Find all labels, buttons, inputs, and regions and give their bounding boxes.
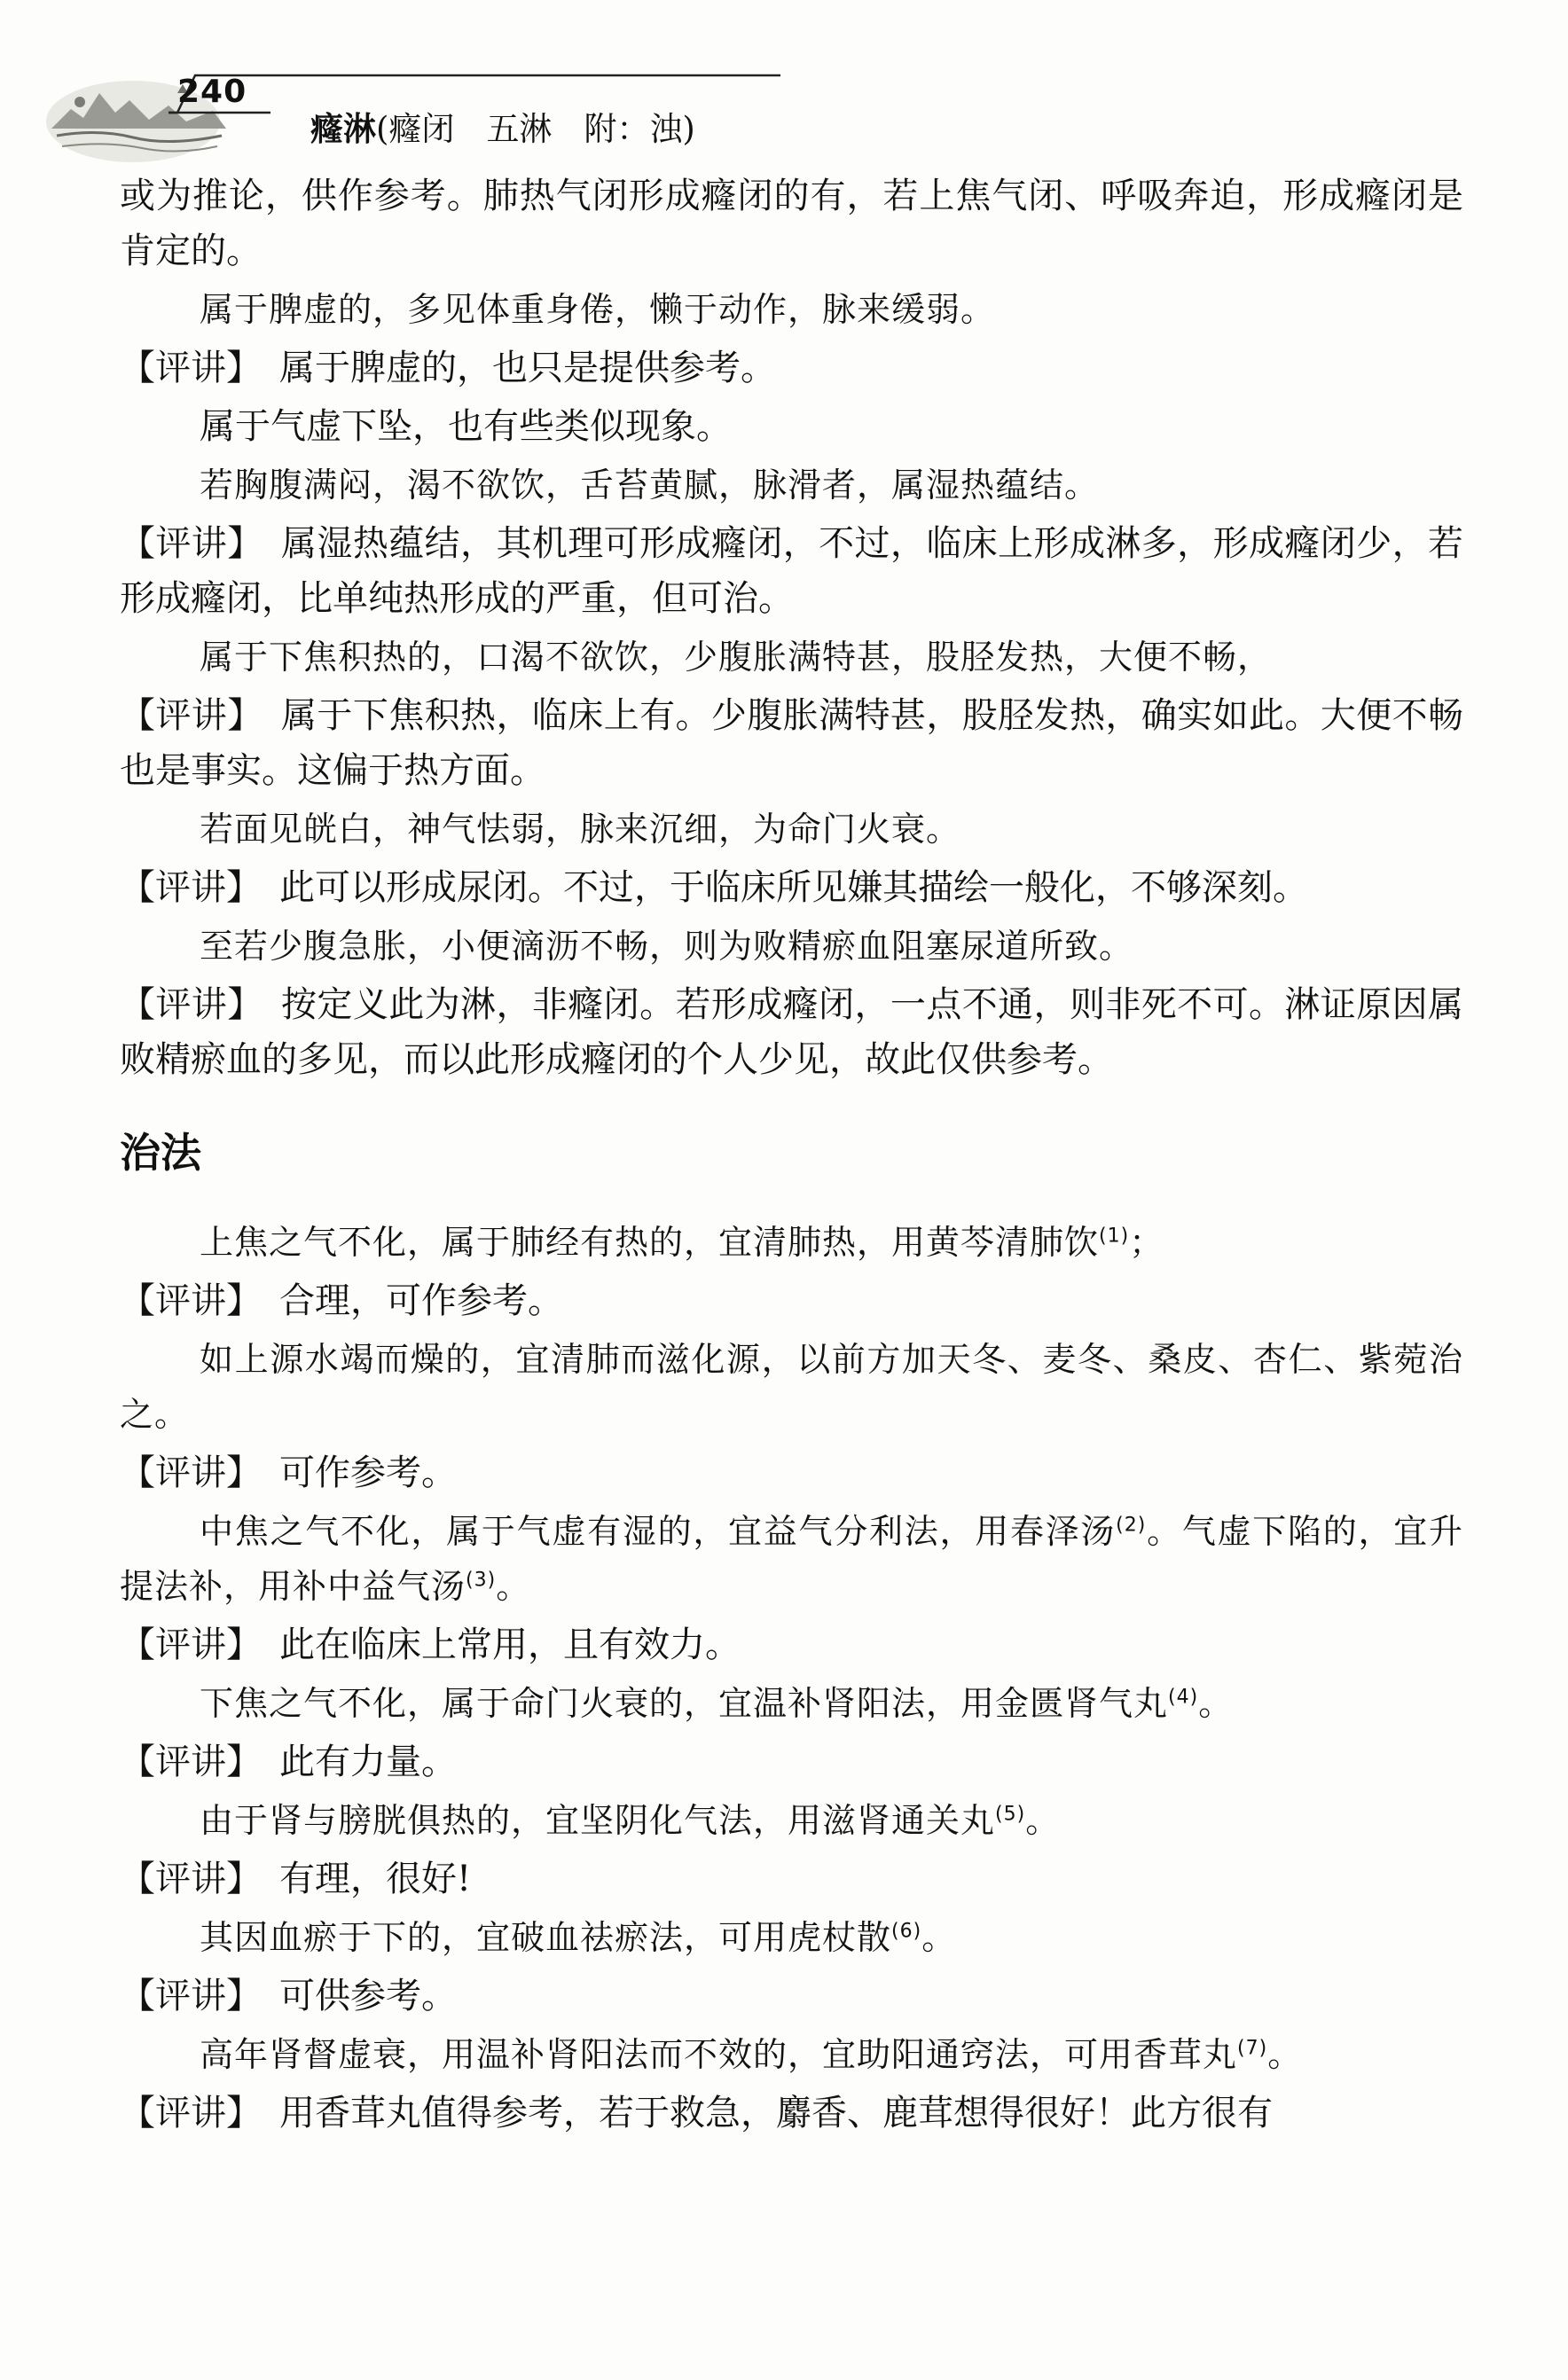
commentary-label: 【评讲】 bbox=[120, 1280, 262, 1321]
paragraph-text-tail: 。 bbox=[921, 1918, 957, 1957]
commentary-label: 【评讲】 bbox=[120, 1452, 262, 1493]
paragraph-text: 其因血瘀于下的，宜破血祛瘀法，可用虎杖散 bbox=[200, 1918, 892, 1957]
text-paragraph bbox=[120, 168, 1463, 278]
commentary-label: 【评讲】 bbox=[120, 695, 263, 736]
source-text-paragraph bbox=[120, 1910, 1463, 1965]
commentary-label: 【评讲】 bbox=[120, 523, 263, 564]
footnote-marker: (5) bbox=[995, 1803, 1026, 1826]
footnote-marker: (2) bbox=[1116, 1514, 1147, 1537]
source-text-paragraph bbox=[120, 458, 1463, 513]
commentary-paragraph bbox=[120, 1617, 1463, 1672]
paragraph-text: 如上源水竭而燥的，宜清肺而滋化源，以前方加天冬、麦冬、桑皮、杏仁、紫菀治之。 bbox=[120, 1340, 1463, 1434]
paragraph-text: 有理，很好! bbox=[279, 1859, 472, 1899]
paragraph-text: 或为推论，供作参考。肺热气闭形成癃闭的有，若上焦气闭、呼吸奔迫，形成癃闭是肯定的。 bbox=[120, 176, 1463, 271]
commentary-paragraph bbox=[120, 516, 1463, 626]
commentary-label: 【评讲】 bbox=[120, 1976, 262, 2016]
commentary-label: 【评讲】 bbox=[120, 348, 262, 388]
page-body bbox=[120, 168, 1463, 2144]
text-paragraph bbox=[120, 399, 1463, 454]
source-text-paragraph bbox=[120, 630, 1463, 685]
commentary-paragraph bbox=[120, 1734, 1463, 1789]
paragraph-text: 由于肾与膀胱俱热的，宜坚阴化气法，用滋肾通关丸 bbox=[200, 1801, 996, 1840]
paragraph-text-tail: ； bbox=[1129, 1223, 1164, 1262]
paragraph-text: 属湿热蕴结，其机理可形成癃闭，不过，临床上形成淋多，形成癃闭少，若形成癃闭，比单纯热形成的严重，但可治。 bbox=[120, 523, 1464, 619]
paragraph-text: 可供参考。 bbox=[279, 1976, 457, 2016]
commentary-label: 【评讲】 bbox=[120, 1742, 262, 1782]
commentary-paragraph bbox=[120, 341, 1463, 395]
paragraph-text-tail: 。气虚下陷的，宜升提法补，用补中益气汤 bbox=[120, 1512, 1463, 1606]
commentary-paragraph bbox=[120, 1852, 1463, 1906]
footnote-marker: (3) bbox=[466, 1569, 497, 1592]
paragraph-text-tail: 。 bbox=[496, 1567, 531, 1606]
running-head-part-3: 附：浊) bbox=[584, 110, 695, 148]
source-text-paragraph bbox=[120, 1793, 1463, 1848]
commentary-paragraph bbox=[120, 860, 1463, 915]
commentary-label: 【评讲】 bbox=[120, 1625, 262, 1665]
paragraph-text: 此在临床上常用，且有效力。 bbox=[279, 1625, 741, 1665]
page-number: 240 bbox=[177, 74, 247, 110]
running-head-title: 癃淋 bbox=[310, 110, 376, 148]
footnote-marker: (4) bbox=[1168, 1686, 1199, 1709]
paragraph-text: 若胸腹满闷，渴不欲饮，舌苔黄腻，脉滑者，属湿热蕴结。 bbox=[200, 466, 1100, 505]
paragraph-text: 按定义此为淋，非癃闭。若形成癃闭，一点不通，则非死不可。淋证原因属败精瘀血的多见，而以此形成癃闭的个人少见，故此仅供参考。 bbox=[120, 984, 1464, 1080]
source-text-paragraph bbox=[120, 1215, 1463, 1270]
paragraph-text-tail: 。 bbox=[1198, 1684, 1234, 1723]
paragraph-text: 属于脾虚的，也只是提供参考。 bbox=[279, 348, 776, 388]
source-text-paragraph bbox=[120, 282, 1463, 337]
paragraph-text: 中焦之气不化，属于气虚有湿的，宜益气分利法，用春泽汤 bbox=[200, 1512, 1117, 1551]
paragraph-text: 属于脾虚的，多见体重身倦，懒于动作，脉来缓弱。 bbox=[200, 290, 996, 329]
commentary-paragraph bbox=[120, 1273, 1463, 1328]
paragraph-text: 下焦之气不化，属于命门火衰的，宜温补肾阳法，用金匮肾气丸 bbox=[200, 1684, 1169, 1723]
paragraph-text: 此可以形成尿闭。不过，于临床所见嫌其描绘一般化，不够深刻。 bbox=[279, 867, 1308, 908]
running-head-part-1: (癃闭 bbox=[376, 110, 455, 148]
discussion-block bbox=[120, 168, 1463, 1087]
commentary-paragraph bbox=[120, 2086, 1463, 2141]
paragraph-text: 上焦之气不化，属于肺经有热的，宜清肺热，用黄芩清肺饮 bbox=[200, 1223, 1100, 1262]
commentary-label: 【评讲】 bbox=[120, 1859, 262, 1899]
footnote-marker: (7) bbox=[1237, 2037, 1268, 2060]
source-text-paragraph bbox=[120, 919, 1463, 974]
paragraph-text: 合理，可作参考。 bbox=[279, 1280, 563, 1321]
commentary-paragraph bbox=[120, 688, 1463, 798]
paragraph-text: 高年肾督虚衰，用温补肾阳法而不效的，宜助阳通窍法，可用香茸丸 bbox=[200, 2035, 1238, 2074]
commentary-paragraph bbox=[120, 977, 1463, 1087]
commentary-paragraph bbox=[120, 1445, 1463, 1500]
footnote-marker: (1) bbox=[1099, 1225, 1130, 1248]
paragraph-text: 属于下焦积热的，口渴不欲饮，少腹胀满特甚，股胫发热，大便不畅， bbox=[200, 638, 1273, 677]
source-text-paragraph bbox=[120, 1676, 1463, 1731]
paragraph-text: 属于气虚下坠，也有些类似现象。 bbox=[200, 406, 732, 447]
commentary-label: 【评讲】 bbox=[120, 867, 262, 908]
commentary-label: 【评讲】 bbox=[120, 2093, 262, 2133]
page-header bbox=[44, 49, 780, 173]
treatment-block bbox=[120, 1215, 1463, 2141]
source-text-paragraph bbox=[120, 2027, 1463, 2082]
commentary-paragraph bbox=[120, 1969, 1463, 2024]
paragraph-text-tail: 。 bbox=[1025, 1801, 1061, 1840]
paragraph-text: 至若少腹急胀，小便滴沥不畅，则为败精瘀血阻塞尿道所致。 bbox=[200, 927, 1134, 966]
paragraph-text: 用香茸丸值得参考，若于救急，麝香、鹿茸想得很好！此方很有 bbox=[279, 2093, 1273, 2133]
footnote-marker: (6) bbox=[891, 1920, 922, 1943]
running-head-part-2: 五淋 bbox=[486, 110, 553, 148]
running-head bbox=[310, 102, 695, 150]
commentary-label: 【评讲】 bbox=[120, 984, 263, 1025]
paragraph-text-tail: 。 bbox=[1267, 2035, 1303, 2074]
paragraph-text: 可作参考。 bbox=[279, 1452, 457, 1493]
source-text-paragraph bbox=[120, 1504, 1463, 1614]
source-text-paragraph bbox=[120, 802, 1463, 857]
paragraph-text: 若面见㿠白，神气怯弱，脉来沉细，为命门火衰。 bbox=[200, 810, 961, 849]
source-text-paragraph bbox=[120, 1332, 1463, 1442]
section-heading: 治法 bbox=[120, 1129, 201, 1177]
paragraph-text: 此有力量。 bbox=[279, 1742, 457, 1782]
paragraph-text: 属于下焦积热，临床上有。少腹胀满特甚，股胫发热，确实如此。大便不畅也是事实。这偏于热方面。 bbox=[120, 695, 1464, 791]
